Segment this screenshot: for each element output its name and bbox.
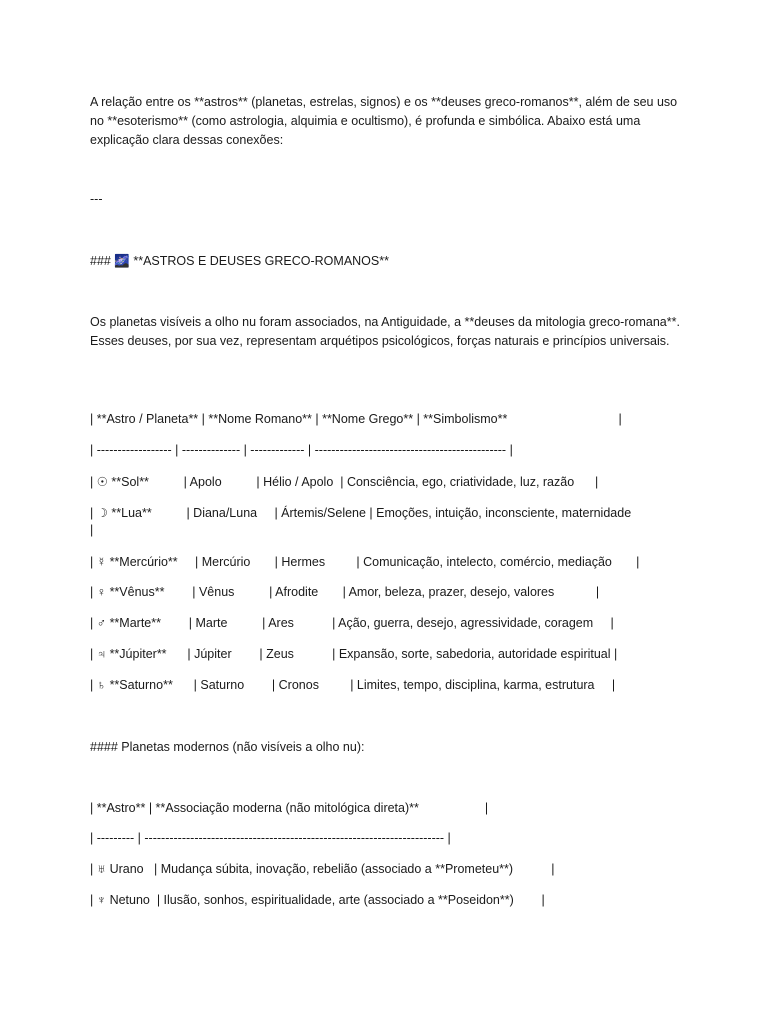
table-row: | ☿ **Mercúrio** | Mercúrio | Hermes | Comunicação, intelecto, comércio, mediação | [90, 555, 640, 569]
section-paragraph: Os planetas visíveis a olho nu foram associados, na Antiguidade, a **deuses da mitologia greco-romana**. Esses deuses, por sua vez, representam arquétipos psicológicos, forças naturais e princípios universais. [90, 315, 680, 348]
separator: --- [90, 192, 103, 206]
table-row: | ☽ **Lua** | Diana/Luna | Ártemis/Selene | Emoções, intuição, inconsciente, maternidade [90, 506, 632, 520]
subsection-title: #### Planetas modernos (não visíveis a olho nu): [90, 740, 365, 754]
table-row-continuation: | [90, 523, 94, 537]
table2-divider: | --------- | ------------------------------------------------------------------------ | [90, 831, 451, 845]
table-row: | ♀ **Vênus** | Vênus | Afrodite | Amor, beleza, prazer, desejo, valores | [90, 585, 600, 599]
table2-header: | **Astro** | **Associação moderna (não mitológica direta)** | [90, 801, 489, 815]
table-row: | ♂ **Marte** | Marte | Ares | Ação, guerra, desejo, agressividade, coragem | [90, 616, 614, 630]
table1-divider: | ------------------ | -------------- | ------------- | ---------------------------------------------- | [90, 443, 513, 457]
table1-header: | **Astro / Planeta** | **Nome Romano** | **Nome Grego** | **Simbolismo** | [90, 412, 622, 426]
table-row: | ♄ **Saturno** | Saturno | Cronos | Limites, tempo, disciplina, karma, estrutura | [90, 678, 616, 692]
section-title: ### 🌌 **ASTROS E DEUSES GRECO-ROMANOS** [90, 254, 389, 268]
table-row: | ♃ **Júpiter** | Júpiter | Zeus | Expansão, sorte, sabedoria, autoridade espiritual | [90, 647, 618, 661]
table-row: | ♆ Netuno | Ilusão, sonhos, espiritualidade, arte (associado a **Poseidon**) | [90, 893, 545, 907]
table-row: | ♅ Urano | Mudança súbita, inovação, rebelião (associado a **Prometeu**) | [90, 862, 555, 876]
intro-paragraph: A relação entre os **astros** (planetas, estrelas, signos) e os **deuses greco-romanos**, além de seu uso no **esoterismo** (como astrologia, alquimia e ocultismo), é profunda e simbólica. Abaixo está uma explicação clara dessas conexões: [90, 95, 678, 147]
table-row: | ☉ **Sol** | Apolo | Hélio / Apolo | Consciência, ego, criatividade, luz, razão | [90, 475, 599, 489]
